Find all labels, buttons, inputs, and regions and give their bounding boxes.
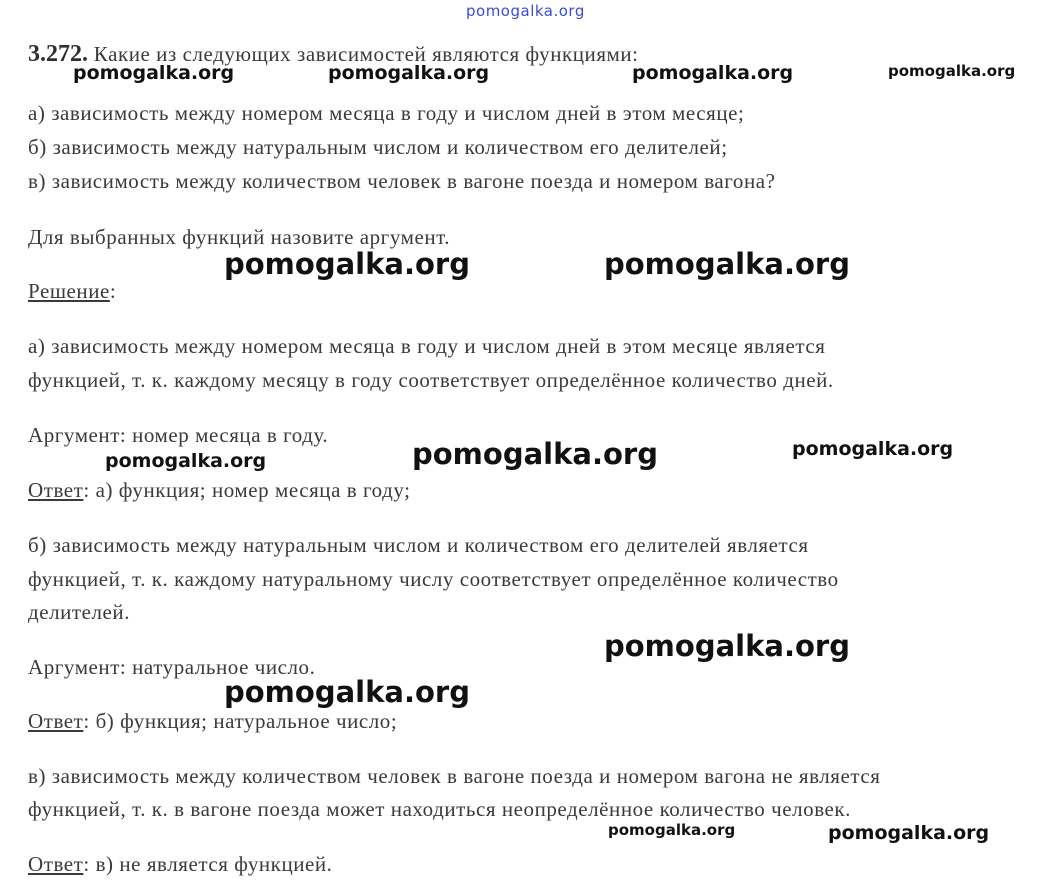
answer-text-a: : а) функция; номер месяца в году;	[83, 478, 411, 502]
problem-task: Для выбранных функций назовите аргумент.	[28, 225, 451, 249]
watermark: pomogalka.org	[632, 62, 794, 84]
problem-item-a: а) зависимость между номером месяца в году и числом дней в этом месяце;	[28, 101, 745, 125]
solution-c-line1: в) зависимость между количеством человек в вагоне поезда и номером вагона не является	[28, 764, 881, 788]
solution-c-answer	[28, 852, 332, 876]
solution-heading-colon: :	[109, 279, 117, 303]
answer-text-b: : б) функция; натуральное число;	[83, 709, 398, 733]
problem-item-c: в) зависимость между количеством человек в вагоне поезда и номером вагона?	[28, 169, 776, 193]
watermark: pomogalka.org	[792, 438, 954, 460]
answer-label-c: Ответ	[28, 852, 84, 876]
solution-a-line2: функцией, т. к. каждому месяцу в году соответствует определённое количество дней.	[28, 368, 834, 392]
watermark: pomogalka.org	[412, 437, 658, 471]
watermark-top: pomogalka.org	[466, 2, 585, 20]
answer-text-c: : в) не является функцией.	[83, 852, 333, 876]
solution-b-line2: функцией, т. к. каждому натуральному числу соответствует определённое количество	[28, 567, 839, 591]
solution-heading-label: Решение	[28, 279, 110, 303]
problem-question: Какие из следующих зависимостей являются функциями:	[88, 42, 639, 66]
watermark: pomogalka.org	[73, 62, 235, 84]
answer-label-a: Ответ	[28, 478, 84, 502]
solution-b-argument: Аргумент: натуральное число.	[28, 655, 316, 679]
solution-b-answer	[28, 709, 397, 733]
watermark: pomogalka.org	[328, 62, 490, 84]
solution-heading	[28, 279, 116, 303]
solution-b-line3: делителей.	[28, 600, 131, 624]
solution-a-argument: Аргумент: номер месяца в году.	[28, 423, 329, 447]
watermark: pomogalka.org	[604, 629, 850, 663]
solution-c-line2: функцией, т. к. в вагоне поезда может находиться неопределённое количество человек.	[28, 797, 851, 821]
problem-item-b: б) зависимость между натуральным числом и количеством его делителей;	[28, 135, 728, 159]
answer-label-b: Ответ	[28, 709, 84, 733]
watermark: pomogalka.org	[604, 247, 850, 281]
solution-a-line1: а) зависимость между номером месяца в году и числом дней в этом месяце является	[28, 334, 826, 358]
watermark: pomogalka.org	[608, 821, 736, 839]
watermark: pomogalka.org	[828, 822, 990, 844]
problem-number: 3.272.	[28, 41, 88, 67]
solution-a-answer	[28, 478, 411, 502]
watermark: pomogalka.org	[105, 450, 267, 472]
watermark: pomogalka.org	[888, 62, 1016, 80]
watermark: pomogalka.org	[224, 247, 470, 281]
solution-b-line1: б) зависимость между натуральным числом и количеством его делителей является	[28, 533, 809, 557]
watermark: pomogalka.org	[224, 675, 470, 709]
